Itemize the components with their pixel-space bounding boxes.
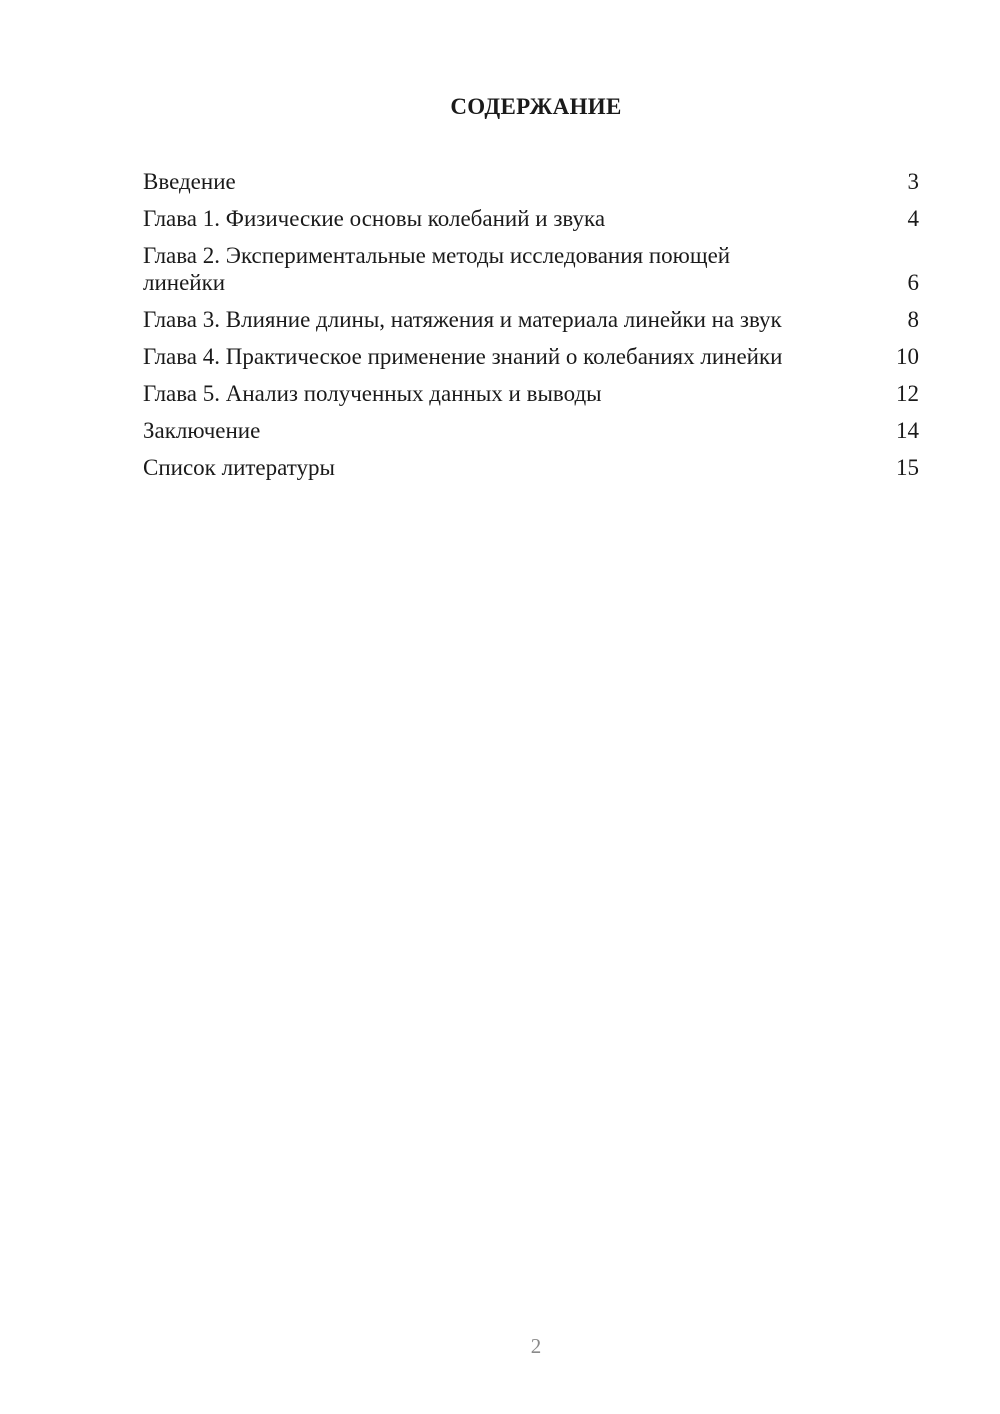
toc-entry-title: Заключение [143,418,261,443]
toc-entry-title: Глава 5. Анализ полученных данных и выводы [143,381,602,406]
table-of-contents [143,168,919,491]
page-number: 2 [530,1334,542,1358]
toc-entry-title: Глава 4. Практическое применение знаний о колебаниях линейки [143,344,783,369]
toc-entry-page: 8 [907,307,919,332]
toc-entry-references[interactable] [143,454,919,481]
toc-entry-chapter-3[interactable] [143,306,919,333]
toc-entry-page: 15 [896,455,919,480]
toc-entry-page: 12 [896,381,919,406]
toc-entry-conclusion[interactable] [143,417,919,444]
toc-entry-page: 4 [907,206,919,231]
toc-entry-chapter-1[interactable] [143,205,919,232]
toc-entry-page: 10 [896,344,919,369]
toc-entry-page: 3 [907,169,919,194]
toc-entry-title: Введение [143,169,236,194]
toc-entry-title: Список литературы [143,455,335,480]
toc-entry-title: Глава 1. Физические основы колебаний и звука [143,206,606,231]
toc-entry-page: 14 [896,418,919,443]
page-title: СОДЕРЖАНИЕ [450,94,622,119]
toc-entry-page: 6 [907,270,919,295]
toc-entry-title: Глава 2. Экспериментальные методы исследования поющей линейки [143,243,731,295]
toc-entry-chapter-4[interactable] [143,343,919,370]
toc-entry-chapter-5[interactable] [143,380,919,407]
toc-entry-chapter-2[interactable] [143,242,919,296]
toc-entry-introduction[interactable] [143,168,919,195]
toc-entry-title: Глава 3. Влияние длины, натяжения и материала линейки на звук [143,307,782,332]
